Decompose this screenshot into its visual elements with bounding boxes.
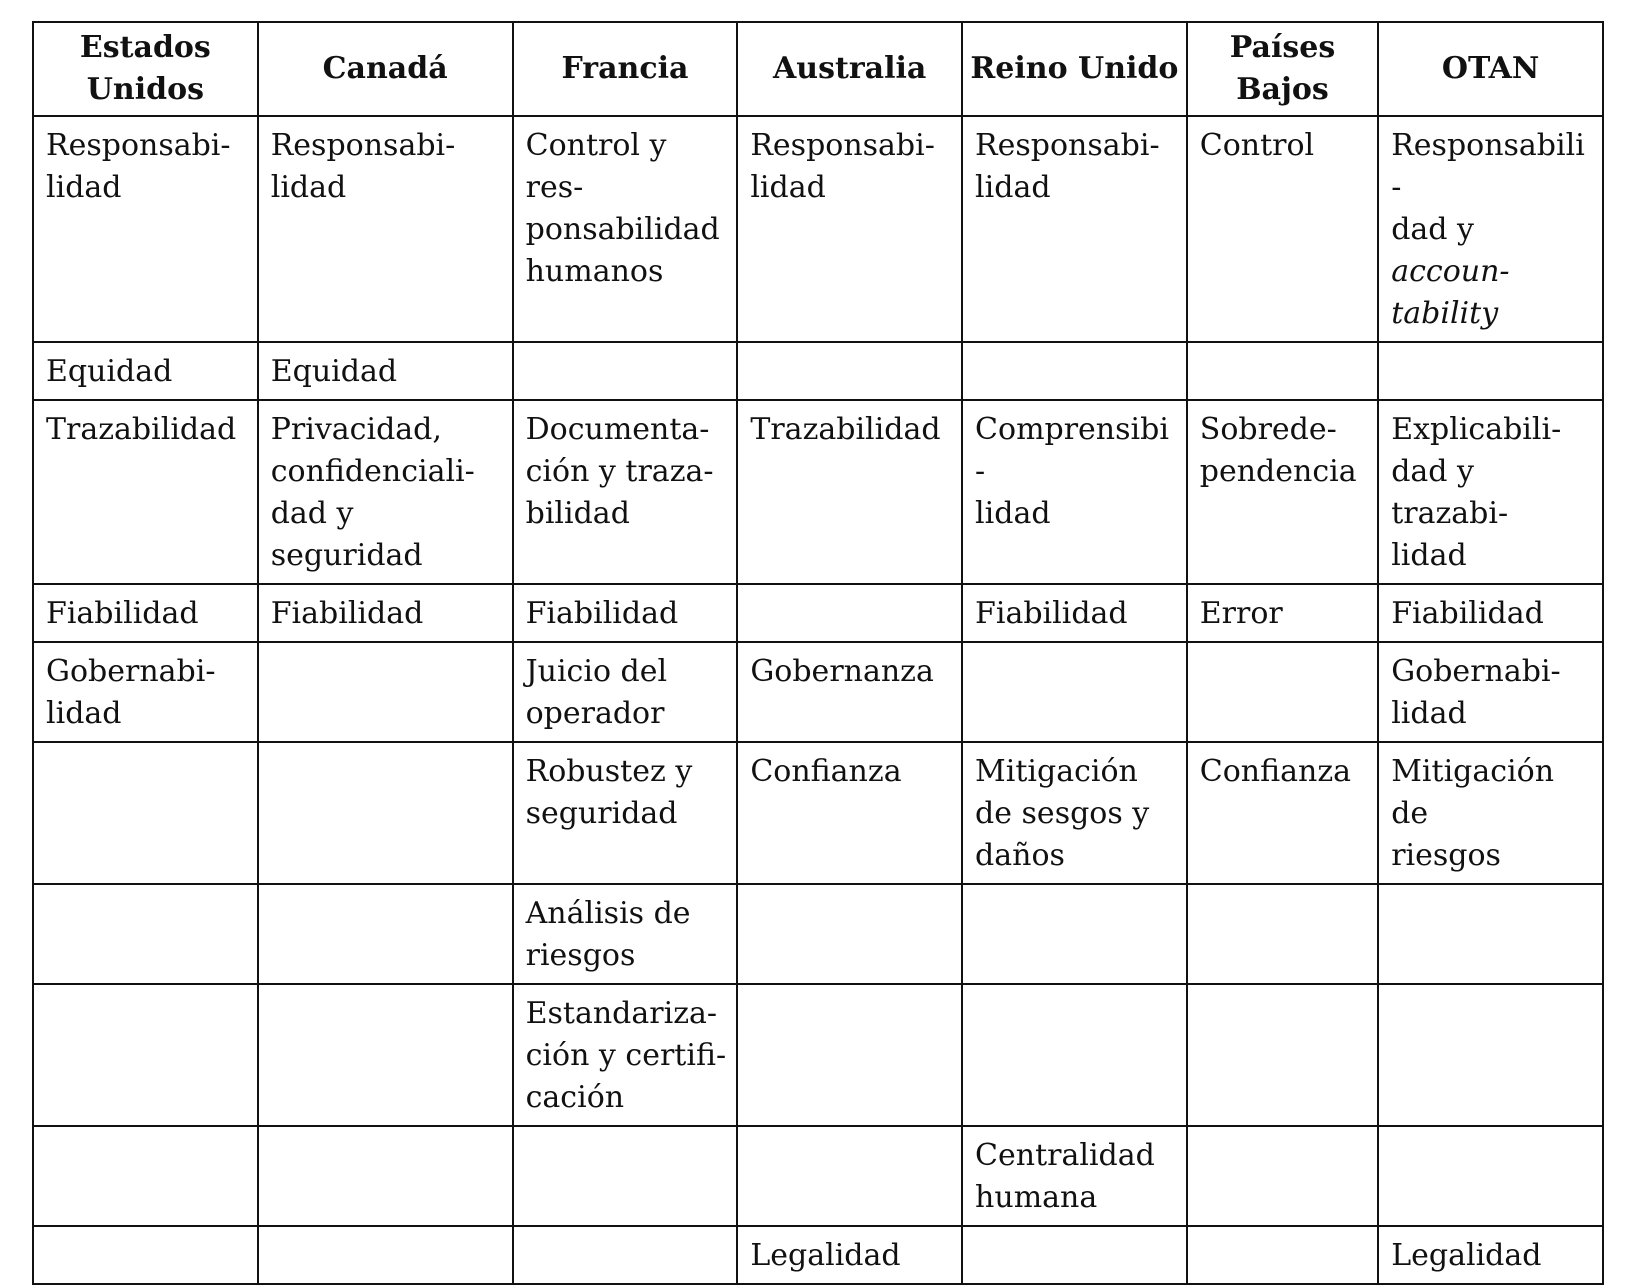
table-cell: [33, 342, 258, 400]
table-cell: [962, 984, 1187, 1126]
cell-text: Explicabili- dad y trazabi- lidad: [1391, 412, 1562, 573]
table-cell: [33, 642, 258, 742]
table-cell: [513, 400, 738, 584]
table-cell: [962, 1226, 1187, 1284]
header-canada: Canadá: [258, 22, 513, 116]
table-cell: [513, 1126, 738, 1226]
cell-text: Trazabilidad: [46, 412, 237, 447]
table-cell: [513, 342, 738, 400]
table-cell: [513, 884, 738, 984]
table-cell: [1187, 884, 1378, 984]
header-reino-unido: Reino Unido: [962, 22, 1187, 116]
table-cell: [737, 1126, 962, 1226]
table-cell: [962, 742, 1187, 884]
table-cell: [258, 742, 513, 884]
table-cell: [1187, 984, 1378, 1126]
cell-text: Legalidad: [1391, 1238, 1542, 1273]
table-cell: [258, 342, 513, 400]
cell-text: Fiabilidad: [975, 596, 1128, 631]
table-cell: [1378, 884, 1603, 984]
table-cell: [258, 884, 513, 984]
table-cell: [962, 1126, 1187, 1226]
table-cell: [1378, 342, 1603, 400]
table-cell: [1378, 116, 1603, 342]
table-cell: [1378, 984, 1603, 1126]
cell-text: Responsabi- lidad: [975, 128, 1160, 205]
table-cell: [258, 984, 513, 1126]
cell-text: Documenta- ción y traza- bilidad: [525, 412, 714, 531]
table-cell: [1378, 1226, 1603, 1284]
header-australia: Australia: [737, 22, 962, 116]
header-paises-bajos: Países Bajos: [1187, 22, 1378, 116]
table-row: [33, 342, 1603, 400]
cell-text: Fiabilidad: [46, 596, 199, 631]
header-otan: OTAN: [1378, 22, 1603, 116]
cell-text: Fiabilidad: [1391, 596, 1544, 631]
cell-text: Estandariza- ción y certifi- cación: [525, 996, 727, 1115]
cell-text: Gobernanza: [750, 654, 934, 689]
cell-text: Control: [1199, 128, 1315, 163]
cell-text: Privacidad, confidenciali- dad y seguridad: [270, 412, 475, 573]
table-cell: [258, 642, 513, 742]
table-cell: [737, 1226, 962, 1284]
table-cell: [513, 742, 738, 884]
cell-text: Responsabili- dad y: [1391, 128, 1585, 247]
cell-text-italic: accoun- tability: [1391, 254, 1510, 331]
table-cell: [513, 584, 738, 642]
cell-text: Comprensibi- lidad: [975, 412, 1169, 531]
cell-text: Mitigación de riesgos: [1391, 754, 1555, 873]
cell-text: Trazabilidad: [750, 412, 941, 447]
table-cell: [33, 742, 258, 884]
table-cell: [513, 642, 738, 742]
table-row: [33, 884, 1603, 984]
table-cell: [1378, 642, 1603, 742]
table-cell: [33, 1226, 258, 1284]
cell-text: Confianza: [750, 754, 902, 789]
table-cell: [33, 884, 258, 984]
cell-text: Responsabi- lidad: [46, 128, 231, 205]
table-cell: [258, 584, 513, 642]
table-cell: [737, 742, 962, 884]
table-cell: [737, 584, 962, 642]
table-cell: [962, 116, 1187, 342]
principles-table: [32, 21, 1604, 1285]
table-cell: [33, 984, 258, 1126]
table-cell: [513, 984, 738, 1126]
cell-text: Robustez y seguridad: [525, 754, 693, 831]
table-cell: [1378, 584, 1603, 642]
table-cell: [33, 116, 258, 342]
cell-text: Gobernabi- lidad: [46, 654, 216, 731]
table-cell: [33, 400, 258, 584]
table-cell: [962, 884, 1187, 984]
table-cell: [962, 400, 1187, 584]
cell-text: Juicio del operador: [525, 654, 668, 731]
cell-text: Fiabilidad: [525, 596, 679, 631]
table-cell: [737, 984, 962, 1126]
table-cell: [737, 642, 962, 742]
table-cell: [258, 1126, 513, 1226]
cell-text: Responsabi- lidad: [750, 128, 935, 205]
table-cell: [1378, 1126, 1603, 1226]
table-cell: [737, 342, 962, 400]
table-cell: [962, 342, 1187, 400]
header-estados-unidos: Estados Unidos: [33, 22, 258, 116]
header-francia: Francia: [513, 22, 738, 116]
table-row: [33, 400, 1603, 584]
table-row: [33, 1126, 1603, 1226]
table-cell: [1378, 400, 1603, 584]
cell-text: Mitigación de sesgos y daños: [975, 754, 1150, 873]
table-cell: [962, 642, 1187, 742]
table-cell: [33, 584, 258, 642]
cell-text: Error: [1199, 596, 1283, 631]
cell-text: Fiabilidad: [270, 596, 424, 631]
table-cell: [962, 584, 1187, 642]
table-row: [33, 584, 1603, 642]
table-cell: [1187, 116, 1378, 342]
cell-text: Confianza: [1199, 754, 1352, 789]
cell-text: Equidad: [46, 354, 173, 389]
table-row: [33, 642, 1603, 742]
cell-text: Gobernabi- lidad: [1391, 654, 1561, 731]
table-cell: [1187, 642, 1378, 742]
cell-text: Equidad: [270, 354, 398, 389]
table-cell: [513, 116, 738, 342]
table-cell: [513, 1226, 738, 1284]
table-row: [33, 1226, 1603, 1284]
table-cell: [1187, 342, 1378, 400]
header-row: [33, 22, 1603, 116]
cell-text: Sobrede- pendencia: [1199, 412, 1357, 489]
table-cell: [258, 116, 513, 342]
table-cell: [1187, 400, 1378, 584]
table-cell: [1187, 1126, 1378, 1226]
table-row: [33, 984, 1603, 1126]
cell-text: Centralidad humana: [975, 1138, 1155, 1215]
table-cell: [737, 400, 962, 584]
table-cell: [33, 1126, 258, 1226]
table-row: [33, 116, 1603, 342]
table-cell: [1187, 742, 1378, 884]
table-cell: [737, 116, 962, 342]
cell-text: Control y res- ponsabilidad humanos: [525, 128, 720, 289]
table-row: [33, 742, 1603, 884]
cell-text: Responsabi- lidad: [270, 128, 456, 205]
table-cell: [258, 400, 513, 584]
cell-text: Legalidad: [750, 1238, 901, 1273]
cell-text: Análisis de riesgos: [525, 896, 691, 973]
table-cell: [1378, 742, 1603, 884]
table-cell: [1187, 1226, 1378, 1284]
table-cell: [258, 1226, 513, 1284]
table-cell: [737, 884, 962, 984]
table-cell: [1187, 584, 1378, 642]
